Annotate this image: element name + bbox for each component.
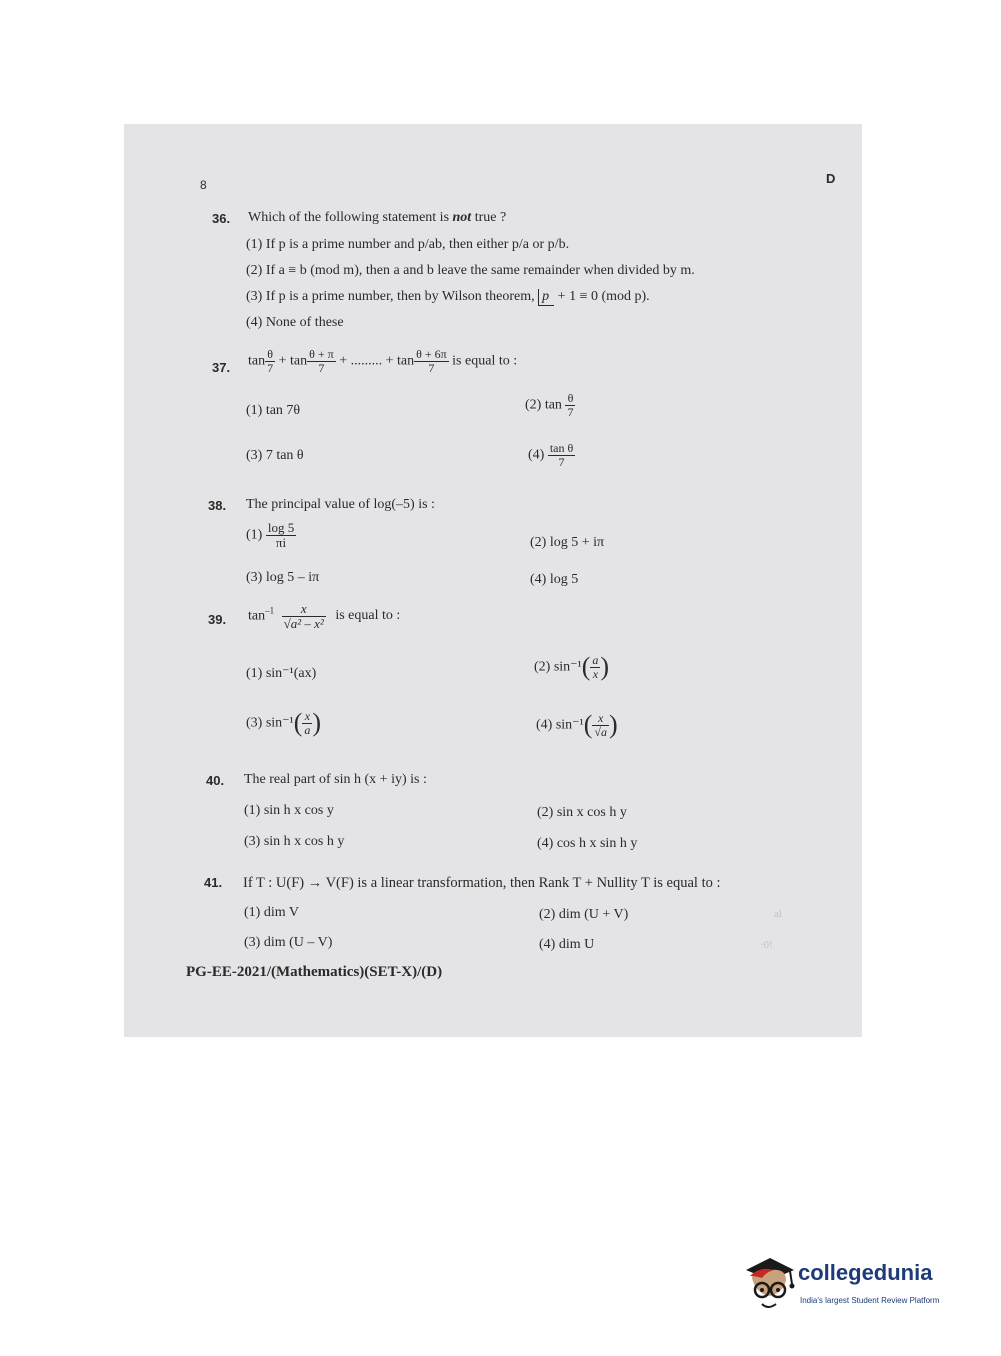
question-38-option-3: (3) log 5 – iπ <box>246 570 320 585</box>
q39-fraction: $\frac{x}{\text{√a² – x²}}$ <box>283 601 324 631</box>
question-40-number: 40. <box>206 773 225 788</box>
question-40-option-4: (4) cos h x sin h y <box>537 836 638 851</box>
graduate-mascot-icon <box>740 1252 798 1312</box>
show-through-mark: ·0! <box>760 939 773 951</box>
question-38-stem: The principal value of log(–5) is : <box>246 497 435 512</box>
question-39-option-1: (1) sin⁻¹(ax) <box>246 666 317 681</box>
question-41-number: 41. <box>204 875 223 890</box>
question-36-stem-end: true ? <box>474 210 507 225</box>
q37-fraction-3: $\frac{\theta + 6\pi}{7}$ <box>416 347 447 375</box>
logo-name: collegedunia <box>798 1260 933 1285</box>
q37-tail: is equal to : <box>452 353 518 369</box>
question-41-stem: If T : U(F) → V(F) is a linear transformation, then Rank T + Nullity T is equal to : <box>243 875 721 891</box>
question-40-option-3: (3) sin h x cos h y <box>244 834 345 849</box>
q37-dots: + ......... + tan <box>339 353 415 369</box>
question-36-option-3-text: (3) If p is a prime number, then by Wilson theorem, <box>246 289 535 304</box>
question-39-option-4: (4) sin⁻¹( $\frac{x}{√a}$ ) <box>536 710 618 740</box>
question-37-expression <box>248 348 517 374</box>
q37-fraction-2: $\frac{\theta + \pi}{7}$ <box>309 347 334 375</box>
question-36-option-2: (2) If a ≡ b (mod m), then a and b leave the same remainder when divided by m. <box>246 263 695 278</box>
question-36-option-1: (1) If p is a prime number and p/ab, then either p/a or p/b. <box>246 237 570 252</box>
question-38-number: 38. <box>208 498 227 513</box>
question-41-option-3: (3) dim (U – V) <box>244 935 333 950</box>
footer-code: PG-EE-2021/(Mathematics)(SET-X)/(D) <box>186 964 443 980</box>
question-36-stem <box>248 210 506 226</box>
question-39-expression: $\tan^{-1}$ $\frac{x}{\text{√a² – x²}}$ is equal to : <box>248 601 401 631</box>
q37-tan-1: tan <box>248 353 266 369</box>
question-39-number: 39. <box>208 612 227 627</box>
question-41-option-2: (2) dim (U + V) <box>539 907 629 922</box>
question-36-option-3 <box>246 289 650 306</box>
question-40-option-1: (1) sin h x cos y <box>244 803 334 818</box>
collegedunia-logo <box>740 1250 980 1320</box>
question-36-number: 36. <box>212 211 231 226</box>
logo-tagline: India's largest Student Review Platform <box>800 1296 940 1305</box>
question-37-number: 37. <box>212 360 231 375</box>
question-41-option-4: (4) dim U <box>539 937 595 952</box>
question-37-option-4: (4) $\frac{\text{tan θ}}{7}$ <box>528 441 574 469</box>
q37-fraction-1: $\frac{\theta}{7}$ <box>267 347 274 375</box>
question-41-option-1: (1) dim V <box>244 905 299 920</box>
scanned-page <box>124 124 862 1037</box>
question-36-factorial-p: p <box>542 289 550 304</box>
question-40-stem: The real part of sin h (x + iy) is : <box>244 772 427 787</box>
question-39-option-2: (2) sin⁻¹( $\frac{a}{x}$ ) <box>534 652 610 682</box>
show-through-mark: al <box>774 908 782 920</box>
question-36-option-4: (4) None of these <box>246 315 344 330</box>
question-36-stem-text: Which of the following statement is <box>248 210 450 225</box>
set-letter: D <box>826 171 836 186</box>
question-36-not: not <box>452 210 472 225</box>
q37-tan-2: + tan <box>278 353 308 369</box>
question-38-option-1: (1) $\frac{\log 5}{\pi i}$ <box>246 520 295 550</box>
question-38-option-2: (2) log 5 + iπ <box>530 535 605 550</box>
question-40-option-2: (2) sin x cos h y <box>537 805 627 820</box>
page-number: 8 <box>200 178 207 192</box>
question-36-option-3-end: + 1 ≡ 0 (mod p). <box>557 289 650 304</box>
question-37-option-2: (2) tan $\frac{\theta}{7}$ <box>525 391 574 419</box>
question-39-option-3: (3) sin⁻¹( $\frac{x}{a}$ ) <box>246 708 322 738</box>
question-38-option-4: (4) log 5 <box>530 572 579 587</box>
q39-tail: is equal to : <box>335 608 401 624</box>
question-37-option-3: (3) 7 tan θ <box>246 448 304 463</box>
question-37-option-1: (1) tan 7θ <box>246 403 301 418</box>
